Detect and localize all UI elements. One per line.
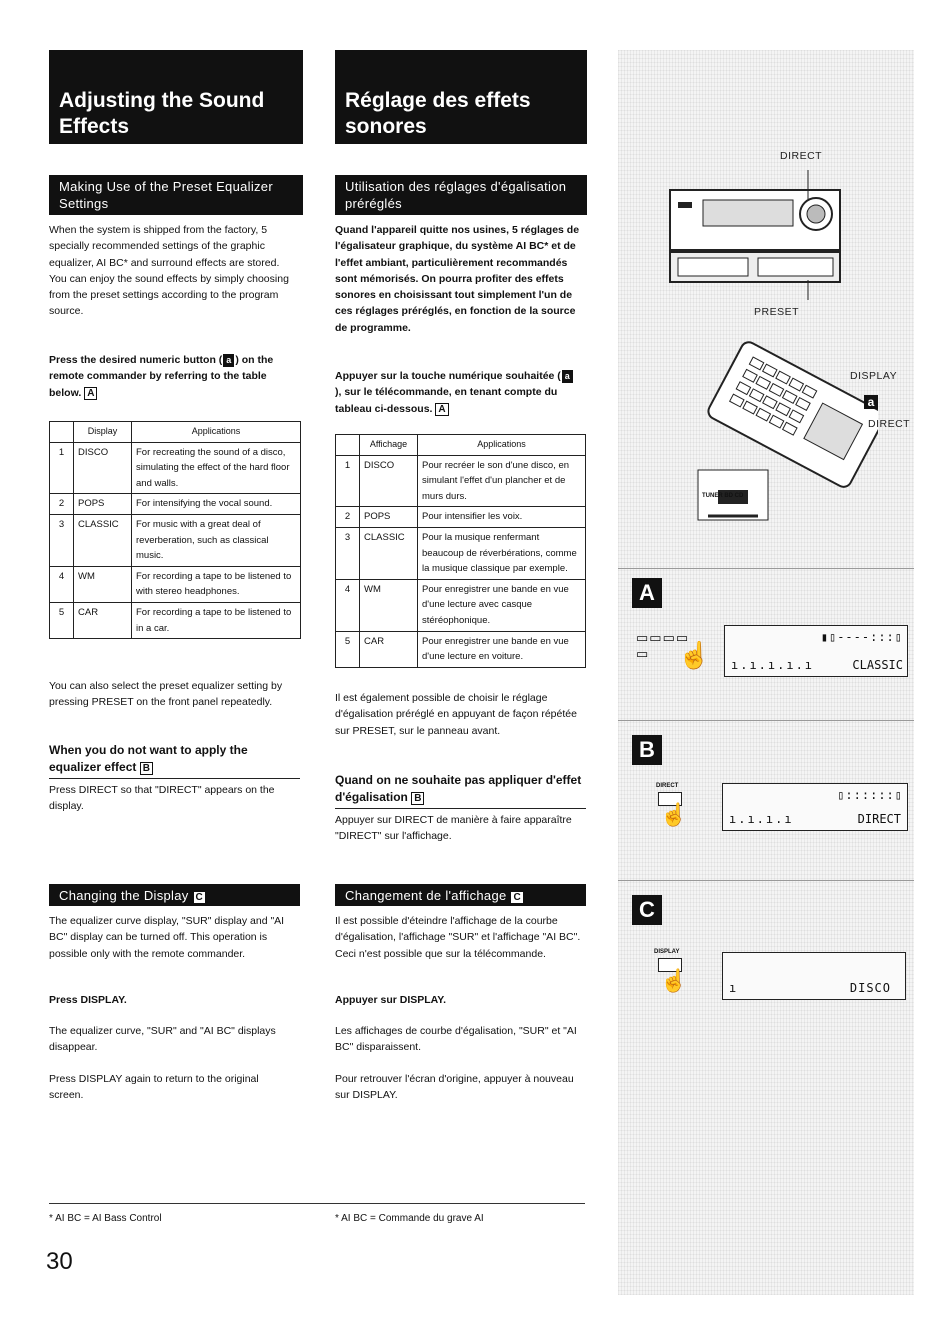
hand-pointer-icon: ☝ xyxy=(660,802,688,827)
lcd-bars: ı.ı.ı.ı xyxy=(729,812,794,826)
label-direct-remote: DIRECT xyxy=(868,418,911,430)
en-display-body: The equalizer curve display, "SUR" display and "AI BC" display can be turned off. This operation is possible only with the remote commander. xyxy=(49,915,285,960)
figure-ref-a: A xyxy=(435,403,448,416)
fr-display-body: Il est possible d'éteindre l'affichage de la courbe d'égalisation, l'affichage "SUR" et l'affichage "AI BC". Ceci n'est possible que sur la télécommande. xyxy=(335,915,581,960)
fr-result: Les affichages de courbe d'égalisation, "SUR" et "AI BC" disparaissent. xyxy=(335,1025,577,1054)
fr-subheading-display: Changement de l'affichage C xyxy=(335,884,586,906)
table-header-row: Display Applications xyxy=(50,422,301,443)
figure-panel xyxy=(618,50,914,1295)
figure-ref-a: A xyxy=(84,387,97,400)
table-row: 5 CAR Pour enregistrer une bande en vue d'une lecture en voiture. xyxy=(336,631,586,667)
table-row: 3 CLASSIC Pour la musique renfermant beaucoup de réverbérations, comme la musique classique par exemple. xyxy=(336,527,586,579)
table-row: 1 DISCO For recreating the sound of a disco, simulating the effect of the hard floor and walls. xyxy=(50,442,301,494)
en-preset-table xyxy=(49,421,301,639)
fr-intro: Quand l'appareil quitte nos usines, 5 réglages de l'égalisateur graphique, du système AI BC* et de l'effet ambiant, particulièrement recommandés sont mémorisés. On pourra profiter des effets sonores en choisissant tout simplement l'un de ces réglages préréglés, en fonction de la source de programme. xyxy=(335,224,580,334)
lcd-bars: ı.ı.ı.ı.ı xyxy=(731,658,815,672)
en-step: Press the desired numeric button ( a ) on the remote commander by referring to the table below. A xyxy=(49,354,274,399)
label-a-key: a xyxy=(864,395,878,409)
fr-also: Il est également possible de choisir le réglage d'égalisation préréglé en appuyant de façon répétée sur PRESET, sur le panneau avant. xyxy=(335,692,577,737)
table-row: 4 WM Pour enregistrer une bande en vue d'une lecture avec casque stéréophonique. xyxy=(336,579,586,631)
panel-c-tag: C xyxy=(632,895,662,925)
fr-preset-table xyxy=(335,434,586,668)
en-press-display: Press DISPLAY. xyxy=(49,994,127,1006)
table-row: 5 CAR For recording a tape to be listened to in a car. xyxy=(50,602,301,638)
lcd-disco: DISCO ı xyxy=(722,952,906,1000)
numeric-key-symbol: a xyxy=(223,354,234,367)
table-row: 2 POPS Pour intensifier les voix. xyxy=(336,507,586,528)
en-no-eq-body: Press DIRECT so that "DIRECT" appears on the display. xyxy=(49,784,275,813)
fr-again: Pour retrouver l'écran d'origine, appuyer à nouveau sur DISPLAY. xyxy=(335,1073,574,1102)
en-subheading-display: Changing the Display C xyxy=(49,884,300,906)
lcd-classic: CLASSIC ı.ı.ı.ı.ı ▮▯----:::▯ xyxy=(724,625,908,677)
stereo-unit-illustration xyxy=(658,170,868,300)
fr-no-eq-body: Appuyer sur DIRECT de manière à faire apparaître "DIRECT" sur l'affichage. xyxy=(335,814,572,843)
footnote-rule xyxy=(49,1203,585,1204)
numeric-key-symbol: a xyxy=(562,370,573,383)
table-row: 2 POPS For intensifying the vocal sound. xyxy=(50,494,301,515)
fr-step: Appuyer sur la touche numérique souhaitée ( a), sur le télécommande, en tenant compte du tableau ci-dessous. A xyxy=(335,368,580,417)
lcd-direct: DIRECT ı.ı.ı.ı ▯::::::▯ xyxy=(722,783,908,831)
en-also: You can also select the preset equalizer setting by pressing PRESET on the front panel repeatedly. xyxy=(49,680,283,709)
table-row: 4 WM For recording a tape to be listened to with stereo headphones. xyxy=(50,566,301,602)
fr-footnote: * AI BC = Commande du grave AI xyxy=(335,1213,484,1224)
figure-ref-c: C xyxy=(193,891,207,904)
hand-pointer-icon: ☝ xyxy=(678,640,711,670)
figure-ref-b: B xyxy=(140,762,153,775)
lcd-eq-curve: ▯::::::▯ xyxy=(837,788,903,802)
en-again: Press DISPLAY again to return to the original screen. xyxy=(49,1073,259,1102)
lcd-mark: ı xyxy=(729,981,737,995)
number-buttons-icon: ▭▭▭▭ ▭ xyxy=(636,630,690,661)
label-display: DISPLAY xyxy=(850,370,898,382)
en-intro: When the system is shipped from the factory, 5 specially recommended settings of the graphic equalizer, AI BC* and surround effects are stored. You can enjoy the sound effects by simply choosing from the preset settings according to the program source. xyxy=(49,224,289,318)
display-button-label: DISPLAY xyxy=(654,949,680,955)
en-footnote: * AI BC = AI Bass Control xyxy=(49,1213,162,1224)
lcd-eq-curve: ▮▯----:::▯ xyxy=(820,630,903,644)
en-result: The equalizer curve, "SUR" and "AI BC" displays disappear. xyxy=(49,1025,276,1054)
panel-a-tag: A xyxy=(632,578,662,608)
en-subheading-preset: Making Use of the Preset Equalizer Settings xyxy=(49,175,303,215)
table-header-row: Affichage Applications xyxy=(336,435,586,456)
fr-title: Réglage des effets sonores xyxy=(335,50,587,144)
table-row: 3 CLASSIC For music with a great deal of reverberation, such as classical music. xyxy=(50,514,301,566)
label-preset: PRESET xyxy=(754,306,800,318)
table-row: 1 DISCO Pour recréer le son d'une disco, en simulant l'effet d'un plancher et de murs durs. xyxy=(336,455,586,507)
en-no-eq-heading: When you do not want to apply the equalizer effect B xyxy=(49,742,300,779)
remote-key-label: TUNER BD CD xyxy=(702,493,744,499)
remote-commander-illustration xyxy=(678,340,878,540)
direct-button-label: DIRECT xyxy=(656,783,679,789)
en-title: Adjusting the Sound Effects xyxy=(49,50,303,144)
panel-b-tag: B xyxy=(632,735,662,765)
fr-press-display: Appuyer sur DISPLAY. xyxy=(335,994,447,1006)
panel-divider xyxy=(618,720,914,721)
hand-pointer-icon: ☝ xyxy=(660,968,688,993)
figure-ref-b: B xyxy=(411,792,424,805)
fr-no-eq-heading: Quand on ne souhaite pas appliquer d'effet d'égalisation B xyxy=(335,772,586,809)
remote-dashes xyxy=(618,568,914,569)
fr-subheading-preset: Utilisation des réglages d'égalisation préréglés xyxy=(335,175,587,215)
label-direct-unit: DIRECT xyxy=(780,150,823,162)
figure-ref-c: C xyxy=(510,891,524,904)
page-number: 30 xyxy=(46,1248,73,1275)
panel-divider xyxy=(618,880,914,881)
